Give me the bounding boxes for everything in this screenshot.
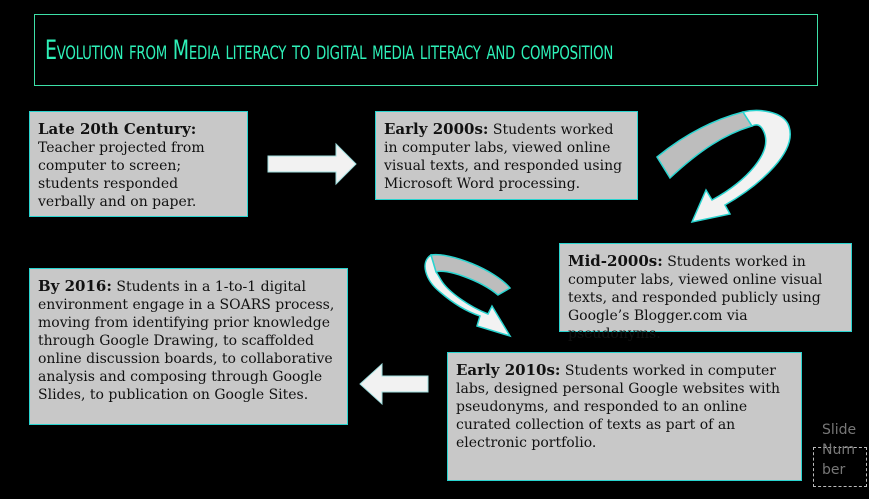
- box-heading: By 2016:: [38, 277, 112, 295]
- box-heading: Late 20th Century:: [38, 120, 197, 138]
- box-text: Students worked in computer labs, designed personal Google websites with pseudonyms, and responded to an online curated collection of texts as part of an electronic portfolio.: [456, 363, 781, 451]
- curved-arrow-back-icon: [657, 112, 752, 178]
- slide-number-placeholder: [813, 422, 867, 487]
- right-arrow-icon: [268, 144, 356, 184]
- box-text: Students worked in computer labs, viewed online visual texts, and responded publicly using Google’s Blogger.com via pseudonyms.: [568, 254, 823, 342]
- box-heading: Early 2000s:: [384, 120, 489, 138]
- box-text: Students in a 1-to-1 digital environment engage in a SOARS process, moving from identifying prior knowledge through Google Drawing, to scaffolded online discussion boards, to collaborative analysis and composing through Google Slides, to publication on Google Sites.: [38, 279, 335, 403]
- box-heading: Mid-2000s:: [568, 252, 663, 270]
- box-heading: Early 2010s:: [456, 361, 561, 379]
- page-title: Evolution from Media literacy to digital media literacy and composition: [45, 35, 614, 66]
- left-arrow-icon: [360, 364, 428, 404]
- box-text: Teacher projected from computer to screen; students responded verbally and on paper.: [38, 140, 205, 210]
- slide-number-text: Slide Number: [822, 422, 857, 478]
- box-text: Students worked in computer labs, viewed online visual texts, and responded using Microsoft Word processing.: [384, 122, 623, 192]
